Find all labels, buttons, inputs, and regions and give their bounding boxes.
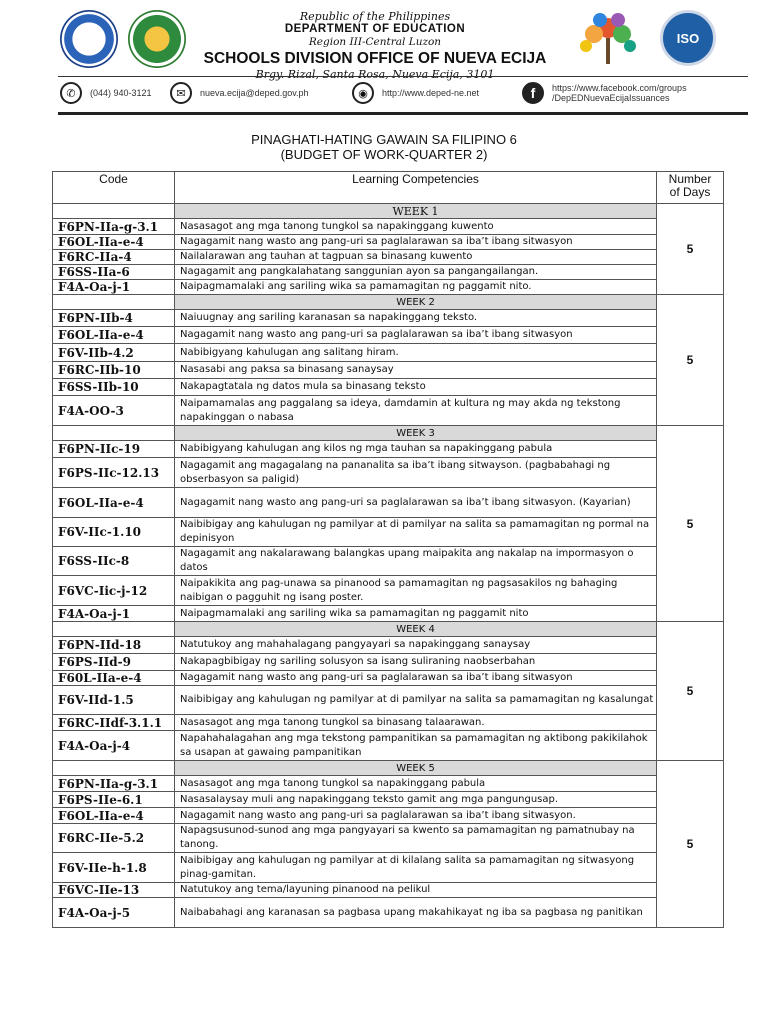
division-seal-logo xyxy=(128,10,186,68)
competency-code: F4A-OO-3 xyxy=(53,396,175,426)
competency-code: F6SS-IIc-8 xyxy=(53,547,175,576)
table-row xyxy=(53,441,724,458)
email-text[interactable]: nueva.ecija@deped.gov.ph xyxy=(200,88,309,98)
table-row xyxy=(53,547,724,576)
table-row xyxy=(53,883,724,898)
table-row xyxy=(53,731,724,761)
learning-competency: Natutukoy ang tema/layuning pinanood na pelikul xyxy=(175,883,657,898)
competency-code: F6SS-IIb-10 xyxy=(53,379,175,396)
competency-code: F6PS-IIe-6.1 xyxy=(53,792,175,808)
week-header-code-cell xyxy=(53,761,175,776)
table-body xyxy=(53,204,724,928)
table-row xyxy=(53,686,724,715)
learning-competency: Nasasalaysay muli ang napakinggang teksto gamit ang mga pangungusap. xyxy=(175,792,657,808)
republic-line: Republic of the Philippines xyxy=(299,10,451,23)
competency-code: F6VC-IIe-13 xyxy=(53,883,175,898)
learning-competency: Nagagamit nang wasto ang pang-uri sa paglalarawan sa iba’t ibang sitwasyon xyxy=(175,235,657,250)
letterhead-divider xyxy=(58,76,748,77)
learning-competency: Naibibigay ang kahulugan ng pamilyar at di pamilyar na salita sa pamamagitan ng pormal na depinisyon xyxy=(175,518,657,547)
competency-code: F4A-Oa-j-5 xyxy=(53,898,175,928)
learning-competency: Naibabahagi ang karanasan sa pagbasa upang makahikayat ng iba sa pagbasa ng panitikan xyxy=(175,898,657,928)
learning-competency: Naipamamalas ang paggalang sa ideya, damdamin at kultura ng may akda ng tekstong napakinggan o nabasa xyxy=(175,396,657,426)
document-title: PINAGHATI-HATING GAWAIN SA FILIPINO 6 xyxy=(251,132,517,147)
learning-competency: Nagagamit nang wasto ang pang-uri sa paglalarawan sa iba’t ibang sitwasyon xyxy=(175,671,657,686)
competency-code: F60L-IIa-e-4 xyxy=(53,671,175,686)
competency-code: F6PN-IIc-19 xyxy=(53,441,175,458)
competency-code: F6OL-IIa-e-4 xyxy=(53,327,175,344)
table-row xyxy=(53,379,724,396)
competency-code: F6RC-IIe-5.2 xyxy=(53,824,175,853)
contact-email[interactable] xyxy=(170,82,309,104)
table-row xyxy=(53,715,724,731)
week-header-row xyxy=(53,761,724,776)
competency-code: F6PS-IId-9 xyxy=(53,654,175,671)
competency-code: F6OL-IIa-e-4 xyxy=(53,488,175,518)
contact-bar xyxy=(60,82,740,106)
mail-icon: ✉ xyxy=(170,82,192,104)
learning-competency: Naibibigay ang kahulugan ng pamilyar at di kilalang salita sa pamamagitan ng sitwasyong pinag-gamitan. xyxy=(175,853,657,883)
letterhead-text xyxy=(200,10,550,81)
globe-icon: ◉ xyxy=(352,82,374,104)
learning-competency: Nakapagbibigay ng sariling solusyon sa isang suliraning naobserbahan xyxy=(175,654,657,671)
competency-code: F6VC-Iic-j-12 xyxy=(53,576,175,606)
table-row xyxy=(53,824,724,853)
header-competencies: Learning Competencies xyxy=(175,172,657,204)
learning-competency: Naipakikita ang pag-unawa sa pinanood sa pamamagitan ng pagsasakilos ng bahaging naibigan o pagguhit ng isang poster. xyxy=(175,576,657,606)
learning-competency: Nagagamit ang pangkalahatang sanggunian ayon sa pangangailangan. xyxy=(175,265,657,280)
letterhead-bottom-rule xyxy=(58,112,748,115)
deped-seal-logo xyxy=(60,10,118,68)
learning-competency: Nasasagot ang mga tanong tungkol sa napakinggang kuwento xyxy=(175,219,657,235)
competency-code: F6OL-IIa-e-4 xyxy=(53,808,175,824)
number-of-days: 5 xyxy=(657,761,724,928)
competency-code: F4A-Oa-j-1 xyxy=(53,606,175,622)
facebook-line2[interactable]: /DepEDNuevaEcijaIssuances xyxy=(552,93,670,103)
learning-competency: Nagagamit nang wasto ang pang-uri sa paglalarawan sa iba’t ibang sitwasyon. (Kayarian) xyxy=(175,488,657,518)
competency-code: F6PN-IId-18 xyxy=(53,637,175,654)
learning-competency: Nasasabi ang paksa sa binasang sanaysay xyxy=(175,362,657,379)
learning-competency: Naipagmamalaki ang sariling wika sa pamamagitan ng paggamit nito. xyxy=(175,280,657,295)
division-line: SCHOOLS DIVISION OFFICE OF NUEVA ECIJA xyxy=(203,50,547,67)
table-row xyxy=(53,265,724,280)
learning-competency: Nagagamit nang wasto ang pang-uri sa paglalarawan sa iba’t ibang sitwasyon xyxy=(175,327,657,344)
competency-code: F6PS-IIc-12.13 xyxy=(53,458,175,488)
table-row xyxy=(53,327,724,344)
table-row xyxy=(53,776,724,792)
learning-competency: Napahahalagahan ang mga tekstong pampanitikan sa pamamagitan ng aktibong pakikilahok sa usapan at gawaing pampanitikan xyxy=(175,731,657,761)
competency-code: F4A-Oa-j-1 xyxy=(53,280,175,295)
learning-competency: Naiuugnay ang sariling karanasan sa napakinggang teksto. xyxy=(175,310,657,327)
table-row xyxy=(53,518,724,547)
learning-competency: Natutukoy ang mahahalagang pangyayari sa napakinggang sanaysay xyxy=(175,637,657,654)
table-row xyxy=(53,458,724,488)
table-row xyxy=(53,219,724,235)
week-label: WEEK 3 xyxy=(175,426,657,441)
table-row xyxy=(53,853,724,883)
table-row xyxy=(53,808,724,824)
region-line: Region III-Central Luzon xyxy=(308,36,442,48)
table-row xyxy=(53,488,724,518)
week-header-row xyxy=(53,426,724,441)
contact-facebook[interactable] xyxy=(522,82,687,104)
document-subtitle: (BUDGET OF WORK-QUARTER 2) xyxy=(280,147,488,162)
facebook-icon: f xyxy=(522,82,544,104)
contact-phone xyxy=(60,82,152,104)
competency-code: F6PN-IIa-g-3.1 xyxy=(53,219,175,235)
learning-competency: Naipagmamalaki ang sariling wika sa pamamagitan ng paggamit nito xyxy=(175,606,657,622)
learning-competency: Napagsusunod-sunod ang mga pangyayari sa kwento sa pamamagitan ng pamatnubay na tanong. xyxy=(175,824,657,853)
week-label: WEEK 1 xyxy=(175,204,657,219)
week-header-row xyxy=(53,622,724,637)
header-days xyxy=(657,172,724,204)
learning-competency: Nagagamit nang wasto ang pang-uri sa paglalarawan sa iba’t ibang sitwasyon. xyxy=(175,808,657,824)
budget-of-work-table xyxy=(52,171,724,928)
table-row xyxy=(53,344,724,362)
table-header-row xyxy=(53,172,724,204)
competency-code: F6V-IId-1.5 xyxy=(53,686,175,715)
table-row xyxy=(53,637,724,654)
table-row xyxy=(53,792,724,808)
number-of-days: 5 xyxy=(657,204,724,295)
learning-competency: Nakapagtatala ng datos mula sa binasang teksto xyxy=(175,379,657,396)
header-days-line2: of Days xyxy=(669,185,711,199)
facebook-line1[interactable]: https://www.facebook.com/groups xyxy=(552,83,687,93)
week-label: WEEK 4 xyxy=(175,622,657,637)
learning-competency: Nagagamit ang magagalang na pananalita sa iba’t ibang sitwayson. (pagbabahagi ng obserbasyon sa paligid) xyxy=(175,458,657,488)
competency-code: F6RC-IIa-4 xyxy=(53,250,175,265)
table-row xyxy=(53,396,724,426)
competency-code: F6V-IIb-4.2 xyxy=(53,344,175,362)
learning-competency: Naibibigay ang kahulugan ng pamilyar at di pamilyar na salita sa pamamagitan ng kasalungat xyxy=(175,686,657,715)
letterhead xyxy=(0,0,768,110)
phone-icon: ✆ xyxy=(60,82,82,104)
learning-competency: Nasasagot ang mga tanong tungkol sa napakinggang pabula xyxy=(175,776,657,792)
week-header-row xyxy=(53,204,724,219)
week-label: WEEK 5 xyxy=(175,761,657,776)
week-header-code-cell xyxy=(53,426,175,441)
address-line: Brgy. Rizal, Santa Rosa, Nueva Ecija, 3101 xyxy=(255,68,495,81)
competency-code: F4A-Oa-j-4 xyxy=(53,731,175,761)
table-row xyxy=(53,576,724,606)
learning-competency: Nailalarawan ang tauhan at tagpuan sa binasang kuwento xyxy=(175,250,657,265)
week-header-code-cell xyxy=(53,622,175,637)
iso-certified-badge: ISO xyxy=(660,10,716,66)
table-row xyxy=(53,898,724,928)
competency-code: F6PN-IIa-g-3.1 xyxy=(53,776,175,792)
week-label: WEEK 2 xyxy=(175,295,657,310)
table-row xyxy=(53,310,724,327)
table-row xyxy=(53,235,724,250)
learning-competency: Nabibigyang kahulugan ang kilos ng mga tauhan sa napakinggang pabula xyxy=(175,441,657,458)
tree-logo xyxy=(572,8,644,74)
week-header-code-cell xyxy=(53,295,175,310)
phone-text: (044) 940-3121 xyxy=(90,88,152,98)
competency-code: F6V-IIc-1.10 xyxy=(53,518,175,547)
website-text[interactable]: http://www.deped-ne.net xyxy=(382,88,480,98)
competency-code: F6V-IIe-h-1.8 xyxy=(53,853,175,883)
facebook-text[interactable] xyxy=(552,83,687,103)
competency-code: F6OL-IIa-e-4 xyxy=(53,235,175,250)
table-row xyxy=(53,362,724,379)
learning-competency: Nabibigyang kahulugan ang salitang hiram. xyxy=(175,344,657,362)
table-row xyxy=(53,606,724,622)
number-of-days: 5 xyxy=(657,426,724,622)
week-header-row xyxy=(53,295,724,310)
contact-website[interactable] xyxy=(352,82,479,104)
header-days-line1: Number xyxy=(668,172,712,186)
learning-competency: Nasasagot ang mga tanong tungkol sa binasang talaarawan. xyxy=(175,715,657,731)
competency-code: F6RC-IIb-10 xyxy=(53,362,175,379)
week-header-code-cell xyxy=(53,204,175,219)
table-row xyxy=(53,280,724,295)
header-code: Code xyxy=(53,172,175,204)
number-of-days: 5 xyxy=(657,622,724,761)
table-row xyxy=(53,654,724,671)
department-line: DEPARTMENT OF EDUCATION xyxy=(284,23,466,35)
table-row xyxy=(53,671,724,686)
number-of-days: 5 xyxy=(657,295,724,426)
table-row xyxy=(53,250,724,265)
competency-code: F6RC-IIdf-3.1.1 xyxy=(53,715,175,731)
learning-competency: Nagagamit ang nakalarawang balangkas upang maipakita ang nakalap na impormasyon o datos xyxy=(175,547,657,576)
competency-code: F6SS-IIa-6 xyxy=(53,265,175,280)
competency-code: F6PN-IIb-4 xyxy=(53,310,175,327)
